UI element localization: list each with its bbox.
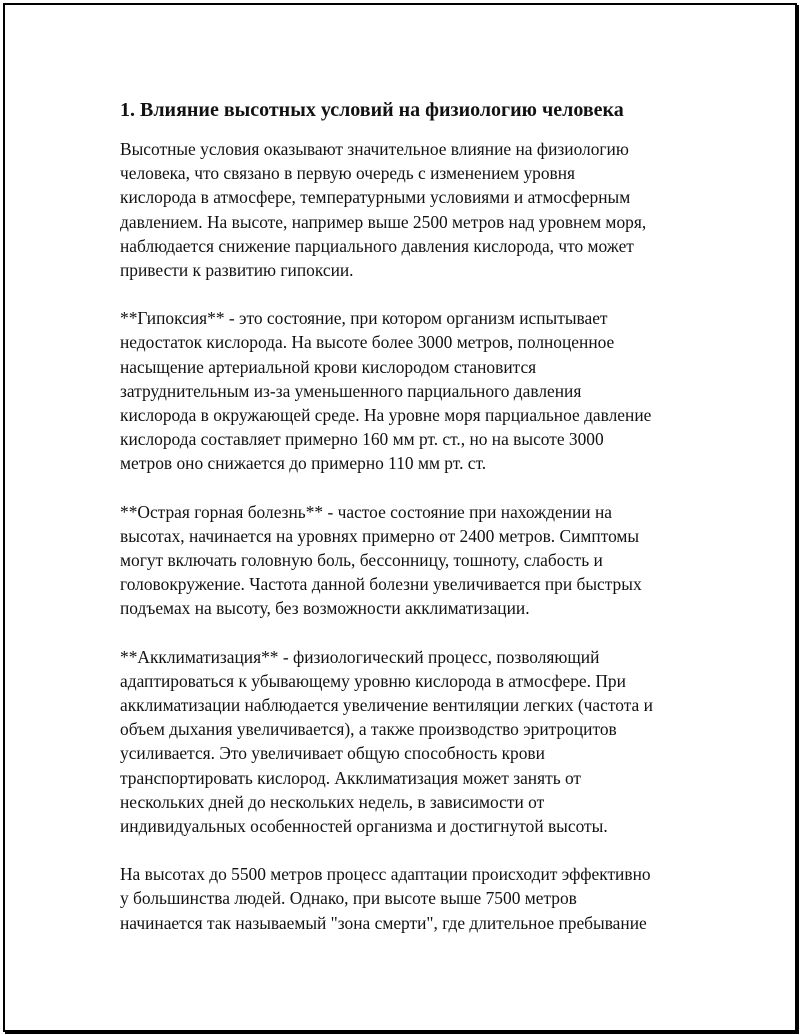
text-line: кислорода в окружающей среде. На уровне моря парциальное давление <box>120 405 652 426</box>
text-line: адаптироваться к убывающему уровню кислорода в атмосфере. При <box>120 670 626 691</box>
paragraph-intro <box>120 137 695 282</box>
text-line: затруднительным из-за уменьшенного парциального давления <box>120 380 582 401</box>
text-line: недостаток кислорода. На высоте более 3000 метров, полноценное <box>120 332 615 353</box>
text-line: привести к развитию гипоксии. <box>120 260 354 281</box>
paragraph-acclimatization <box>120 645 695 839</box>
text-line: **Гипоксия** - это состояние, при котором организм испытывает <box>120 308 608 329</box>
text-line: начинается так называемый "зона смерти", где длительное пребывание <box>120 912 647 933</box>
text-line: акклиматизации наблюдается увеличение вентиляции легких (частота и <box>120 695 653 716</box>
text-line: нескольких дней до нескольких недель, в зависимости от <box>120 791 545 812</box>
text-line: объем дыхания увеличивается), а также производство эритроцитов <box>120 719 617 740</box>
text-line: транспортировать кислород. Акклиматизация может занять от <box>120 767 582 788</box>
text-line: кислорода составляет примерно 160 мм рт. ст., но на высоте 3000 <box>120 429 604 450</box>
text-line: давлением. На высоте, например выше 2500 метров над уровнем моря, <box>120 211 647 232</box>
text-line: Высотные условия оказывают значительное влияние на физиологию <box>120 139 629 159</box>
text-line: насыщение артериальной крови кислородом становится <box>120 356 537 377</box>
text-line: метров оно снижается до примерно 110 мм рт. ст. <box>120 453 487 474</box>
document-content <box>120 98 695 959</box>
text-line: **Острая горная болезнь** - частое состояние при нахождении на <box>120 501 612 522</box>
document-page <box>3 3 797 1032</box>
paragraph-death-zone <box>120 862 695 935</box>
text-line: **Акклиматизация** - физиологический процесс, позволяющий <box>120 646 600 667</box>
paragraph-hypoxia <box>120 306 695 475</box>
text-line: На высотах до 5500 метров процесс адаптации происходит эффективно <box>120 864 651 885</box>
text-line: головокружение. Частота данной болезни увеличивается при быстрых <box>120 574 642 595</box>
text-line: высотах, начинается на уровнях примерно от 2400 метров. Симптомы <box>120 525 640 546</box>
text-line: человека, что связано в первую очередь с изменением уровня <box>120 163 576 184</box>
text-line: могут включать головную боль, бессонницу, тошноту, слабость и <box>120 550 603 571</box>
text-line: индивидуальных особенностей организма и достигнутой высоты. <box>120 816 608 837</box>
text-line: усиливается. Это увеличивает общую способность крови <box>120 743 545 764</box>
text-line: кислорода в атмосфере, температурными условиями и атмосферным <box>120 187 631 208</box>
text-line: подъемах на высоту, без возможности акклиматизации. <box>120 598 530 619</box>
paragraph-mountain-sickness <box>120 500 695 621</box>
section-title: 1. Влияние высотных условий на физиологию человека <box>120 99 624 121</box>
text-line: у большинства людей. Однако, при высоте выше 7500 метров <box>120 888 577 909</box>
text-line: наблюдается снижение парциального давления кислорода, что может <box>120 235 634 256</box>
